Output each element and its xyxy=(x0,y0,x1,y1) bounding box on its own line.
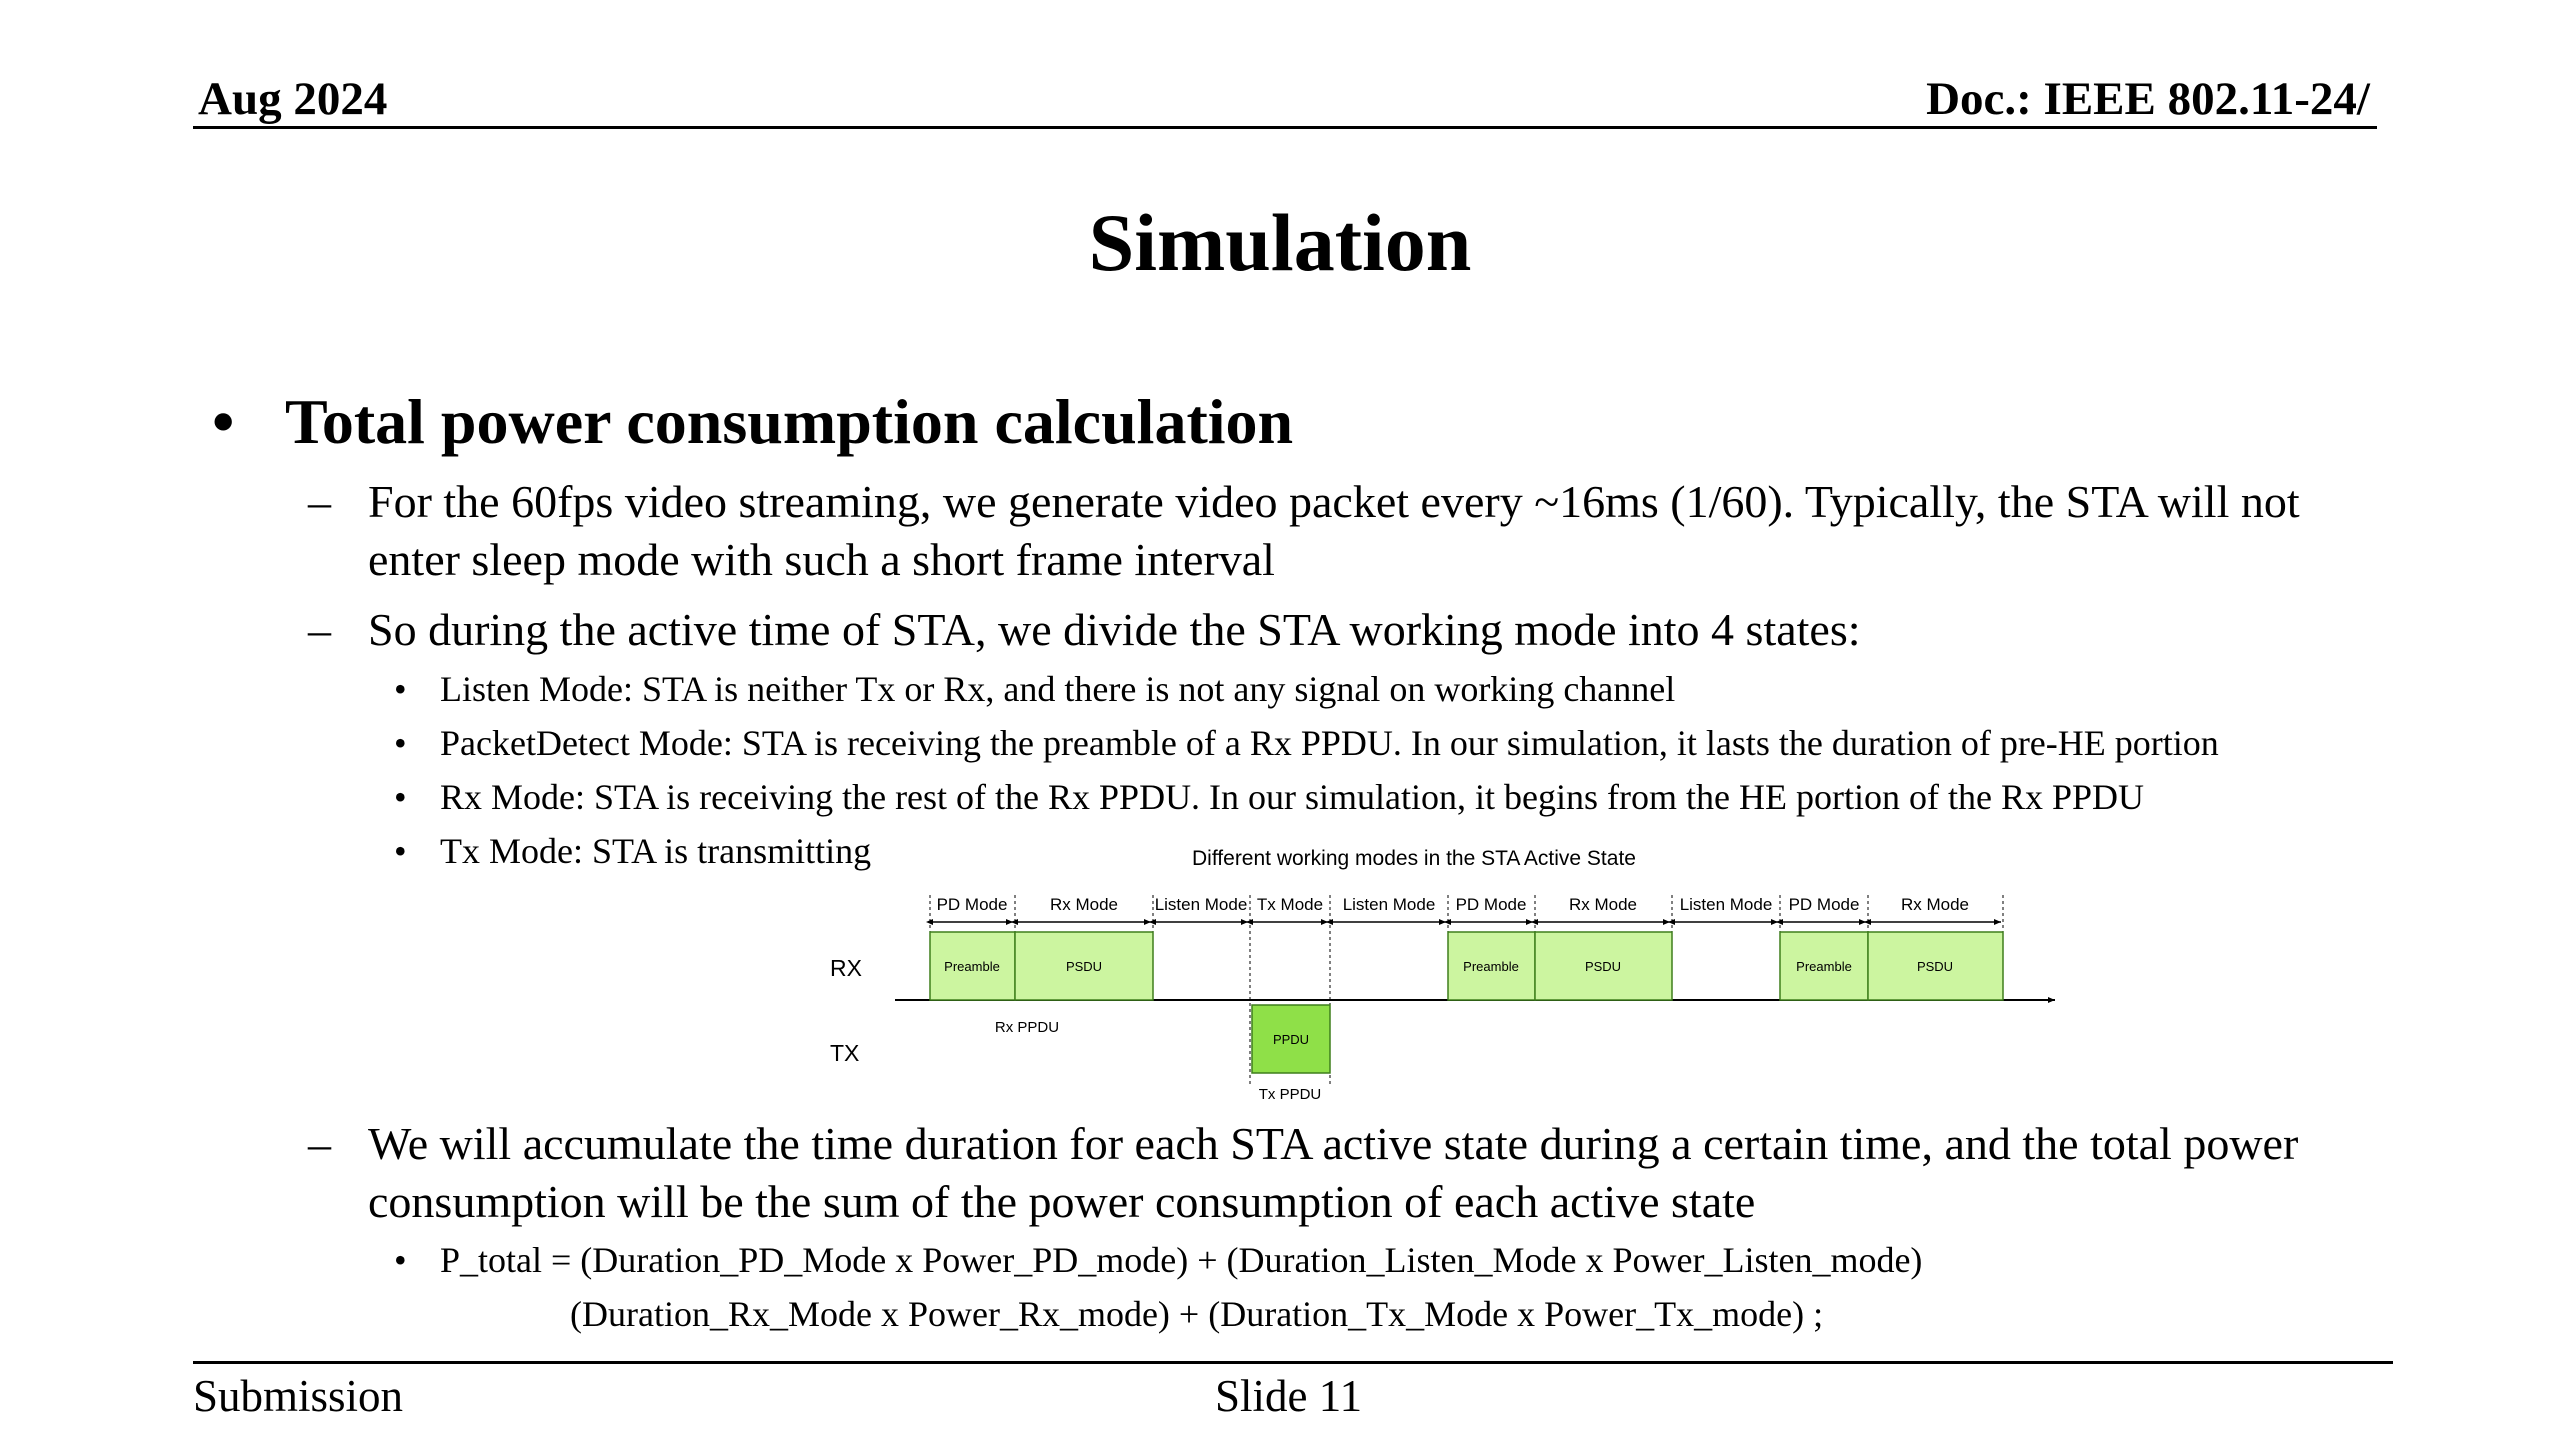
working-modes-diagram xyxy=(800,840,2080,1110)
mode-label: PD Mode xyxy=(1788,895,1860,914)
mode-label: Rx Mode xyxy=(1049,895,1119,914)
rx-ppdu-2 xyxy=(1448,932,1672,1000)
mode-item-text: PacketDetect Mode: STA is receiving the preamble of a Rx PPDU. In our simulation, it lasts the duration of pre-HE portion xyxy=(440,723,2219,763)
dash-marker: – xyxy=(308,476,331,527)
formula-line-1: P_total = (Duration_PD_Mode x Power_PD_mode) + (Duration_Listen_Mode x Power_Listen_mode) xyxy=(440,1240,1923,1280)
mode-label: Rx Mode xyxy=(1568,895,1638,914)
rx-ppdu-label: Rx PPDU xyxy=(994,1019,1060,1036)
mode-label: PD Mode xyxy=(936,895,1008,914)
tx-ppdu xyxy=(1252,1005,1330,1073)
slide-title: Simulation xyxy=(1088,197,1472,288)
mode-item-text: Rx Mode: STA is receiving the rest of the Rx PPDU. In our simulation, it begins from the HE portion of the Rx PPDU xyxy=(440,777,2144,817)
rx-ppdu-3 xyxy=(1780,932,2003,1000)
main-bullet-text: Total power consumption calculation xyxy=(285,386,1294,457)
formula-line-2: (Duration_Rx_Mode x Power_Rx_mode) + (Duration_Tx_Mode x Power_Tx_mode) ; xyxy=(570,1294,1824,1334)
diagram-title: Different working modes in the STA Active State xyxy=(1192,847,1636,870)
bullet-dot: • xyxy=(394,831,407,871)
rx-ppdu-1 xyxy=(930,932,1153,1000)
header-divider xyxy=(193,126,2377,129)
tx-row-label: TX xyxy=(830,1040,860,1066)
dash-marker: – xyxy=(308,1118,331,1169)
preamble-label: Preamble xyxy=(1796,959,1852,974)
mode-label: Tx Mode xyxy=(1256,895,1324,914)
mode-label: Rx Mode xyxy=(1900,895,1970,914)
ppdu-label: PPDU xyxy=(1272,1032,1310,1047)
footer-submission: Submission xyxy=(193,1371,404,1421)
rx-row-label: RX xyxy=(830,955,862,981)
sub-bullet-3-text: We will accumulate the time duration for each STA active state during a certain time, and the total power consumption will be the sum of the power consumption of each active state xyxy=(368,1118,2299,1227)
bullet-dot: • xyxy=(394,723,407,763)
psdu-label: PSDU xyxy=(1916,959,1954,974)
mode-item-text: Tx Mode: STA is transmitting xyxy=(440,831,872,871)
bullet-dot: • xyxy=(394,1240,407,1280)
mode-label: PD Mode xyxy=(1455,895,1527,914)
psdu-label: PSDU xyxy=(1065,959,1103,974)
sub-bullet-2-text: So during the active time of STA, we divide the STA working mode into 4 states: xyxy=(368,604,1861,655)
mode-spans xyxy=(932,895,2001,922)
bullet-dot: • xyxy=(212,386,235,457)
preamble-label: Preamble xyxy=(944,959,1000,974)
sub-bullet-1-text: For the 60fps video streaming, we generate video packet every ~16ms (1/60). Typically, the STA will not enter sleep mode with such a short frame interval xyxy=(368,476,2300,585)
footer-divider xyxy=(193,1361,2393,1364)
header-date: Aug 2024 xyxy=(198,73,388,125)
bullet-dot: • xyxy=(394,669,407,709)
mode-label: Listen Mode xyxy=(1342,895,1436,914)
preamble-label: Preamble xyxy=(1463,959,1519,974)
footer-slide-number: Slide 11 xyxy=(1215,1371,1363,1421)
mode-item-text: Listen Mode: STA is neither Tx or Rx, and there is not any signal on working channel xyxy=(440,669,1676,709)
bullet-dot: • xyxy=(394,777,407,817)
mode-label: Listen Mode xyxy=(1154,895,1248,914)
mode-label: Listen Mode xyxy=(1679,895,1773,914)
tx-ppdu-label: Tx PPDU xyxy=(1258,1086,1322,1103)
header-doc-number: Doc.: IEEE 802.11-24/ xyxy=(1926,73,2370,125)
dash-marker: – xyxy=(308,604,331,655)
psdu-label: PSDU xyxy=(1584,959,1622,974)
